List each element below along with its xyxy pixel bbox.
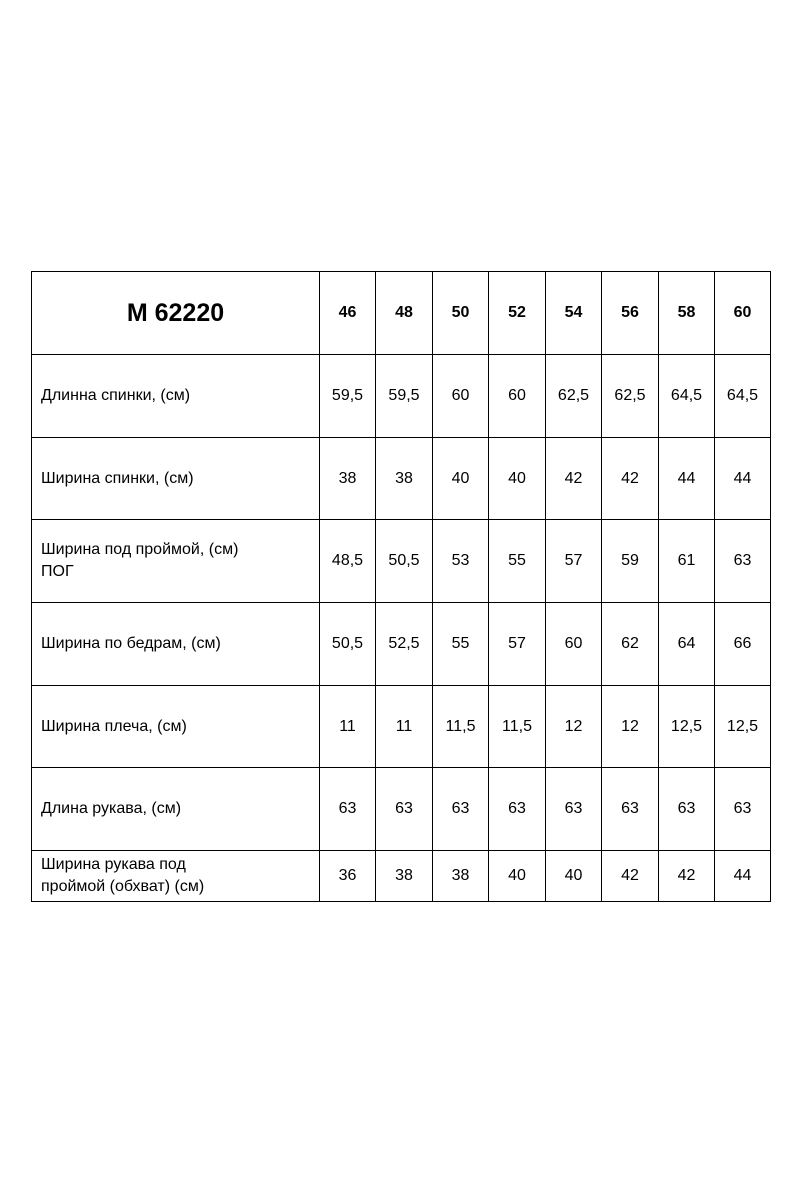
size-header: 50	[433, 272, 489, 355]
measurement-value: 57	[546, 520, 602, 603]
measurement-value: 38	[433, 851, 489, 902]
measurement-value: 11,5	[489, 686, 546, 768]
measurement-value: 36	[320, 851, 376, 902]
measurement-value: 63	[376, 768, 433, 851]
model-title: М 62220	[32, 272, 320, 355]
measurement-row	[32, 686, 771, 768]
measurement-value: 53	[433, 520, 489, 603]
measurement-value: 12,5	[659, 686, 715, 768]
measurement-value: 64,5	[659, 355, 715, 438]
measurement-value: 44	[715, 438, 771, 520]
measurement-value: 44	[659, 438, 715, 520]
measurement-value: 60	[489, 355, 546, 438]
measurement-value: 42	[546, 438, 602, 520]
measurement-value: 40	[489, 851, 546, 902]
measurement-label-line: ПОГ	[41, 563, 74, 580]
measurement-value: 64	[659, 603, 715, 686]
size-header: 58	[659, 272, 715, 355]
measurement-label	[32, 355, 320, 438]
measurement-value: 44	[715, 851, 771, 902]
measurement-value: 52,5	[376, 603, 433, 686]
measurement-value: 66	[715, 603, 771, 686]
measurement-value: 60	[433, 355, 489, 438]
measurement-value: 55	[489, 520, 546, 603]
size-header: 46	[320, 272, 376, 355]
measurement-value: 42	[602, 438, 659, 520]
measurement-value: 11	[376, 686, 433, 768]
measurement-row	[32, 768, 771, 851]
measurement-label	[32, 603, 320, 686]
measurement-value: 42	[602, 851, 659, 902]
measurement-value: 38	[376, 851, 433, 902]
measurement-value: 59	[602, 520, 659, 603]
measurement-value: 50,5	[376, 520, 433, 603]
measurement-label	[32, 768, 320, 851]
measurement-value: 12	[546, 686, 602, 768]
size-chart-table	[31, 271, 771, 902]
measurement-label-line: Ширина по бедрам, (см)	[41, 635, 221, 652]
measurement-value: 40	[489, 438, 546, 520]
size-header: 60	[715, 272, 771, 355]
measurement-value: 62,5	[546, 355, 602, 438]
measurement-value: 48,5	[320, 520, 376, 603]
measurement-label-line: Ширина плеча, (см)	[41, 717, 187, 735]
measurement-value: 11	[320, 686, 376, 768]
measurement-value: 38	[376, 438, 433, 520]
header-row	[32, 272, 771, 355]
measurement-value: 55	[433, 603, 489, 686]
measurement-value: 42	[659, 851, 715, 902]
measurement-label	[32, 686, 320, 768]
measurement-value: 12,5	[715, 686, 771, 768]
measurement-row	[32, 520, 771, 603]
measurement-label-line: Длина рукава, (см)	[41, 800, 182, 817]
measurement-value: 40	[433, 438, 489, 520]
measurement-value: 63	[489, 768, 546, 851]
measurement-value: 59,5	[320, 355, 376, 438]
measurement-row	[32, 355, 771, 438]
measurement-label-line: Ширина спинки, (см)	[41, 469, 194, 487]
size-header: 52	[489, 272, 546, 355]
measurement-row	[32, 603, 771, 686]
measurement-value: 63	[715, 520, 771, 603]
measurement-value: 38	[320, 438, 376, 520]
size-header: 56	[602, 272, 659, 355]
measurement-value: 63	[546, 768, 602, 851]
measurement-value: 59,5	[376, 355, 433, 438]
size-header: 54	[546, 272, 602, 355]
measurement-value: 40	[546, 851, 602, 902]
measurement-value: 60	[546, 603, 602, 686]
measurement-label	[32, 851, 320, 902]
measurement-value: 12	[602, 686, 659, 768]
measurement-value: 63	[659, 768, 715, 851]
measurement-value: 50,5	[320, 603, 376, 686]
measurement-value: 61	[659, 520, 715, 603]
measurement-label-line: Длинна спинки, (см)	[41, 387, 191, 404]
measurement-value: 11,5	[433, 686, 489, 768]
measurement-value: 63	[433, 768, 489, 851]
measurement-value: 63	[320, 768, 376, 851]
measurement-row	[32, 438, 771, 520]
measurement-label	[32, 438, 320, 520]
measurement-label-line: Ширина под проймой, (см)	[41, 541, 239, 558]
measurement-label-line: Ширина рукава под	[41, 856, 186, 873]
measurement-value: 63	[715, 768, 771, 851]
measurement-row	[32, 851, 771, 902]
size-chart-body	[32, 272, 771, 902]
measurement-value: 64,5	[715, 355, 771, 438]
measurement-value: 57	[489, 603, 546, 686]
measurement-value: 62,5	[602, 355, 659, 438]
size-header: 48	[376, 272, 433, 355]
measurement-label-line: проймой (обхват) (см)	[41, 878, 205, 895]
measurement-value: 63	[602, 768, 659, 851]
measurement-label	[32, 520, 320, 603]
measurement-value: 62	[602, 603, 659, 686]
